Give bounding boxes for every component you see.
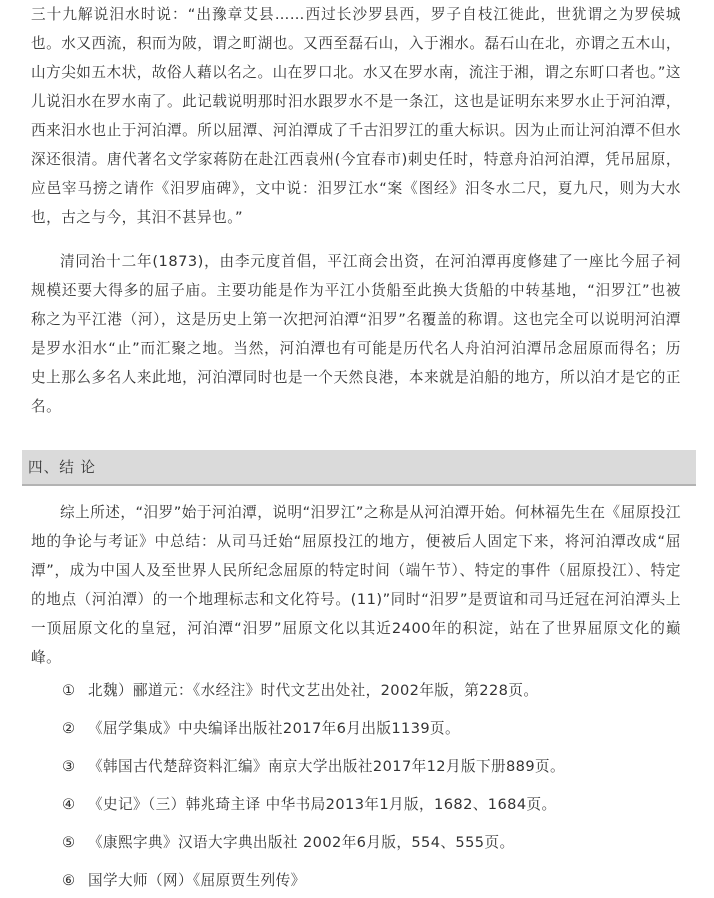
reference-text: 北魏）郦道元：《水经注》时代文艺出处社，2002年版，第228页。: [88, 682, 539, 699]
reference-number: ④: [62, 796, 76, 813]
section-title: 四、结 论: [28, 459, 97, 476]
reference-number: ③: [62, 758, 76, 775]
reference-text: 《屈学集成》中央编译出版社2017年6月出版1139页。: [88, 720, 461, 737]
reference-item: [62, 794, 557, 816]
reference-number: ⑥: [62, 872, 76, 889]
section-header-conclusion: [22, 450, 696, 486]
reference-text: 《康熙字典》汉语大字典出版社 2002年6月版，554、555页。: [88, 834, 515, 851]
reference-text: 《韩国古代楚辞资料汇编》南京大学出版社2017年12月版下册889页。: [88, 758, 566, 775]
reference-number: ⑤: [62, 834, 76, 851]
reference-item: [62, 680, 538, 702]
reference-number: ②: [62, 720, 76, 737]
reference-item: [62, 718, 460, 740]
reference-item: [62, 832, 514, 854]
article-body: [0, 0, 714, 421]
reference-text: 国学大师（网）《屈原贾生列传》: [88, 872, 306, 889]
reference-item: [62, 870, 306, 892]
conclusion-paragraph: 综上所述，“汨罗”始于河泊潭，说明“汨罗江”之称是从河泊潭开始。何林福先生在《屈原投江地的争论与考证》中总结：从司马迁始“屈原投江的地方，便被后人固定下来，将河泊潭改成“屈潭”，成为中国人及至世界人民所纪念屈原的特定时间（端午节）、特定的事件（屈原投江）、特定的地点（河泊潭）的一个地理标志和文化符号。(11)”同时“汨罗”是贾谊和司马迁冠在河泊潭头上一顶屈原文化的皇冠，河泊潭“汨罗”屈原文化以其近2400年的积淀，站在了世界屈原文化的巅峰。: [31, 504, 681, 666]
body-paragraph-1: 三十九解说汨水时说：“出豫章艾县……西过长沙罗县西，罗子自枝江徙此，世犹谓之为罗侯城也。水又西流，积而为陂，谓之町湖也。又西至磊石山，入于湘水。磊石山在北，亦谓之五木山，山方尖如五木状，故俗人藉以名之。山在罗口北。水又在罗水南，流注于湘，谓之东町口者也。”这儿说汨水在罗水南了。此记载说明那时汨水跟罗水不是一条江，这也是证明东来罗水止于河泊潭，西来汨水也止于河泊潭。所以屈潭、河泊潭成了千古汨罗江的重大标识。因为止而让河泊潭不但水深还很清。唐代著名文学家蒋防在赴江西袁州(今宜春市)刺史任时，特意舟泊河泊潭，凭吊屈原，应邑宰马搒之请作《汨罗庙碑》，文中说：汨罗江水“案《图经》汨冬水二尺，夏九尺，则为大水也，古之与今，其汨不甚异也。”: [31, 6, 681, 226]
body-paragraph-2: 清同治十二年(1873)，由李元度首倡，平江商会出资，在河泊潭再度修建了一座比今屈子祠规模还要大得多的屈子庙。主要功能是作为平江小货船至此换大货船的中转基地，“汨罗江”也被称之为平江港（河），这是历史上第一次把河泊潭“汨罗”名覆盖的称谓。这也完全可以说明河泊潭是罗水汨水“止”而汇聚之地。当然，河泊潭也有可能是历代名人舟泊河泊潭吊念屈原而得名；历史上那么多名人来此地，河泊潭同时也是一个天然良港，本来就是泊船的地方，所以泊才是它的正名。: [31, 253, 681, 415]
reference-item: [62, 756, 565, 778]
reference-text: 《史记》（三）韩兆琦主译 中华书局2013年1月版，1682、1684页。: [88, 796, 557, 813]
reference-number: ①: [62, 682, 76, 699]
